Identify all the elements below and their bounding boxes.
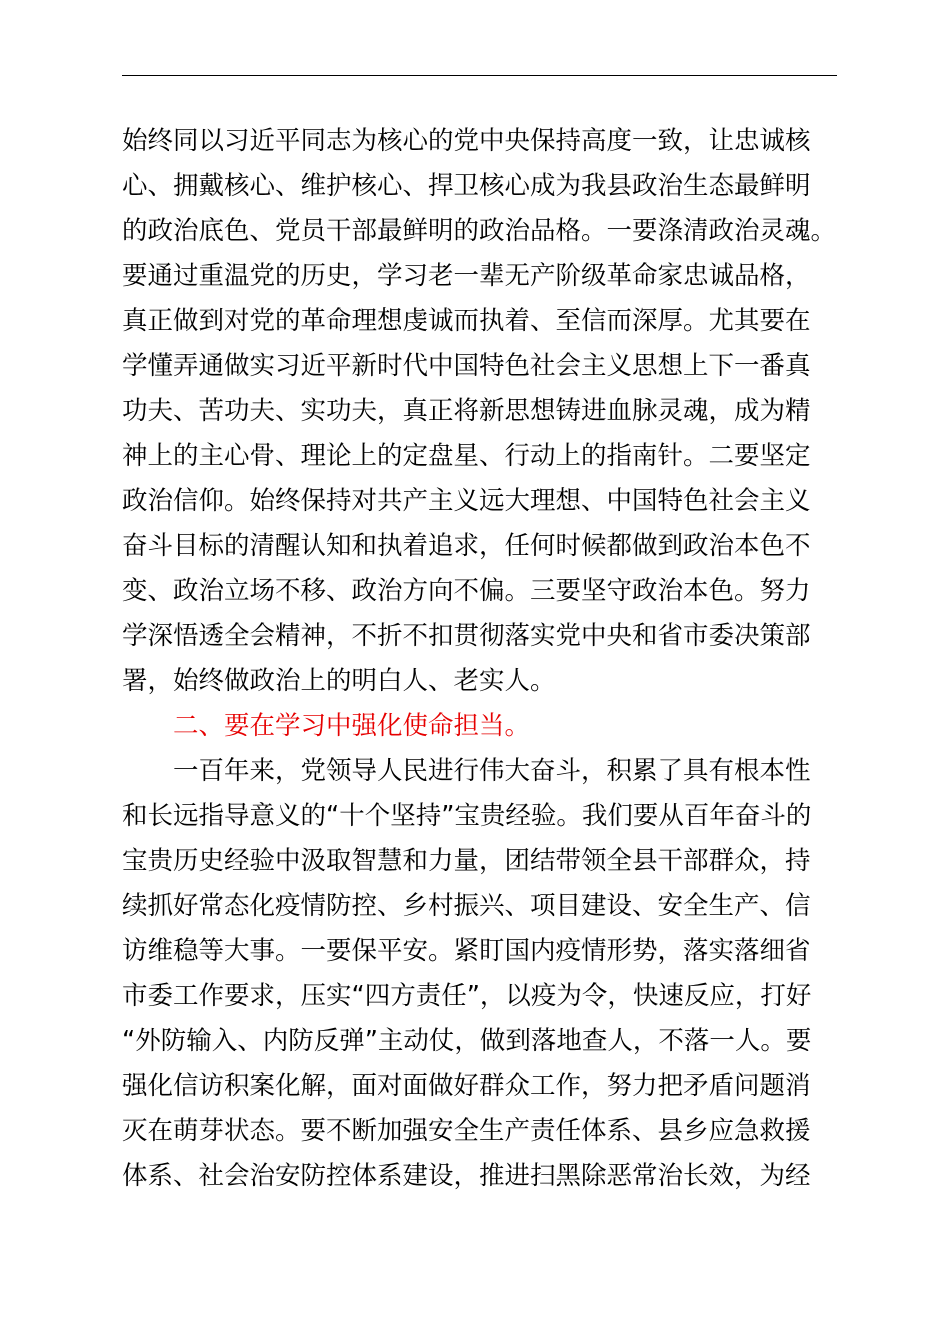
text-line: 奋斗目标的清醒认知和执着追求，任何时候都做到政治本色不 <box>122 531 811 561</box>
text-line: 要通过重温党的历史，学习老一辈无产阶级革命家忠诚品格， <box>122 261 811 291</box>
paragraph-first-line: 一百年来，党领导人民进行伟大奋斗，积累了具有根本性 <box>173 756 811 786</box>
text-line: 学懂弄通做实习近平新时代中国特色社会主义思想上下一番真 <box>122 351 811 381</box>
text-line: 学深悟透全会精神，不折不扣贯彻落实党中央和省市委决策部 <box>122 621 811 651</box>
text-line: 和长远指导意义的“十个坚持”宝贵经验。我们要从百年奋斗的 <box>122 801 812 831</box>
text-line: 真正做到对党的革命理想虔诚而执着、至信而深厚。尤其要在 <box>122 306 811 336</box>
text-line: 署，始终做政治上的明白人、老实人。 <box>122 666 556 696</box>
text-line: 心、拥戴核心、维护核心、捍卫核心成为我县政治生态最鲜明 <box>122 171 811 201</box>
section-heading: 二、要在学习中强化使命担当。 <box>173 711 531 741</box>
header-rule <box>122 75 837 76</box>
text-line: 始终同以习近平同志为核心的党中央保持高度一致，让忠诚核 <box>122 126 811 156</box>
text-line: 神上的主心骨、理论上的定盘星、行动上的指南针。二要坚定 <box>122 441 811 471</box>
text-line: 功夫、苦功夫、实功夫，真正将新思想铸进血脉灵魂，成为精 <box>122 396 811 426</box>
document-body <box>122 119 840 1199</box>
text-line: 的政治底色、党员干部最鲜明的政治品格。一要涤清政治灵魂。 <box>122 216 837 246</box>
text-line: 强化信访积案化解，面对面做好群众工作，努力把矛盾问题消 <box>122 1071 811 1101</box>
text-line: 访维稳等大事。一要保平安。紧盯国内疫情形势，落实落细省 <box>122 936 811 966</box>
text-line: 变、政治立场不移、政治方向不偏。三要坚守政治本色。努力 <box>122 576 811 606</box>
text-line: “外防输入、内防反弹”主动仗，做到落地查人，不落一人。要 <box>122 1026 812 1056</box>
text-line: 体系、社会治安防控体系建设，推进扫黑除恶常治长效，为经 <box>122 1161 811 1191</box>
text-line: 灭在萌芽状态。要不断加强安全生产责任体系、县乡应急救援 <box>122 1116 811 1146</box>
text-line: 政治信仰。始终保持对共产主义远大理想、中国特色社会主义 <box>122 486 811 516</box>
text-line: 宝贵历史经验中汲取智慧和力量，团结带领全县干部群众，持 <box>122 846 811 876</box>
text-line: 市委工作要求，压实“四方责任”，以疫为令，快速反应，打好 <box>122 981 812 1011</box>
text-line: 续抓好常态化疫情防控、乡村振兴、项目建设、安全生产、信 <box>122 891 811 921</box>
